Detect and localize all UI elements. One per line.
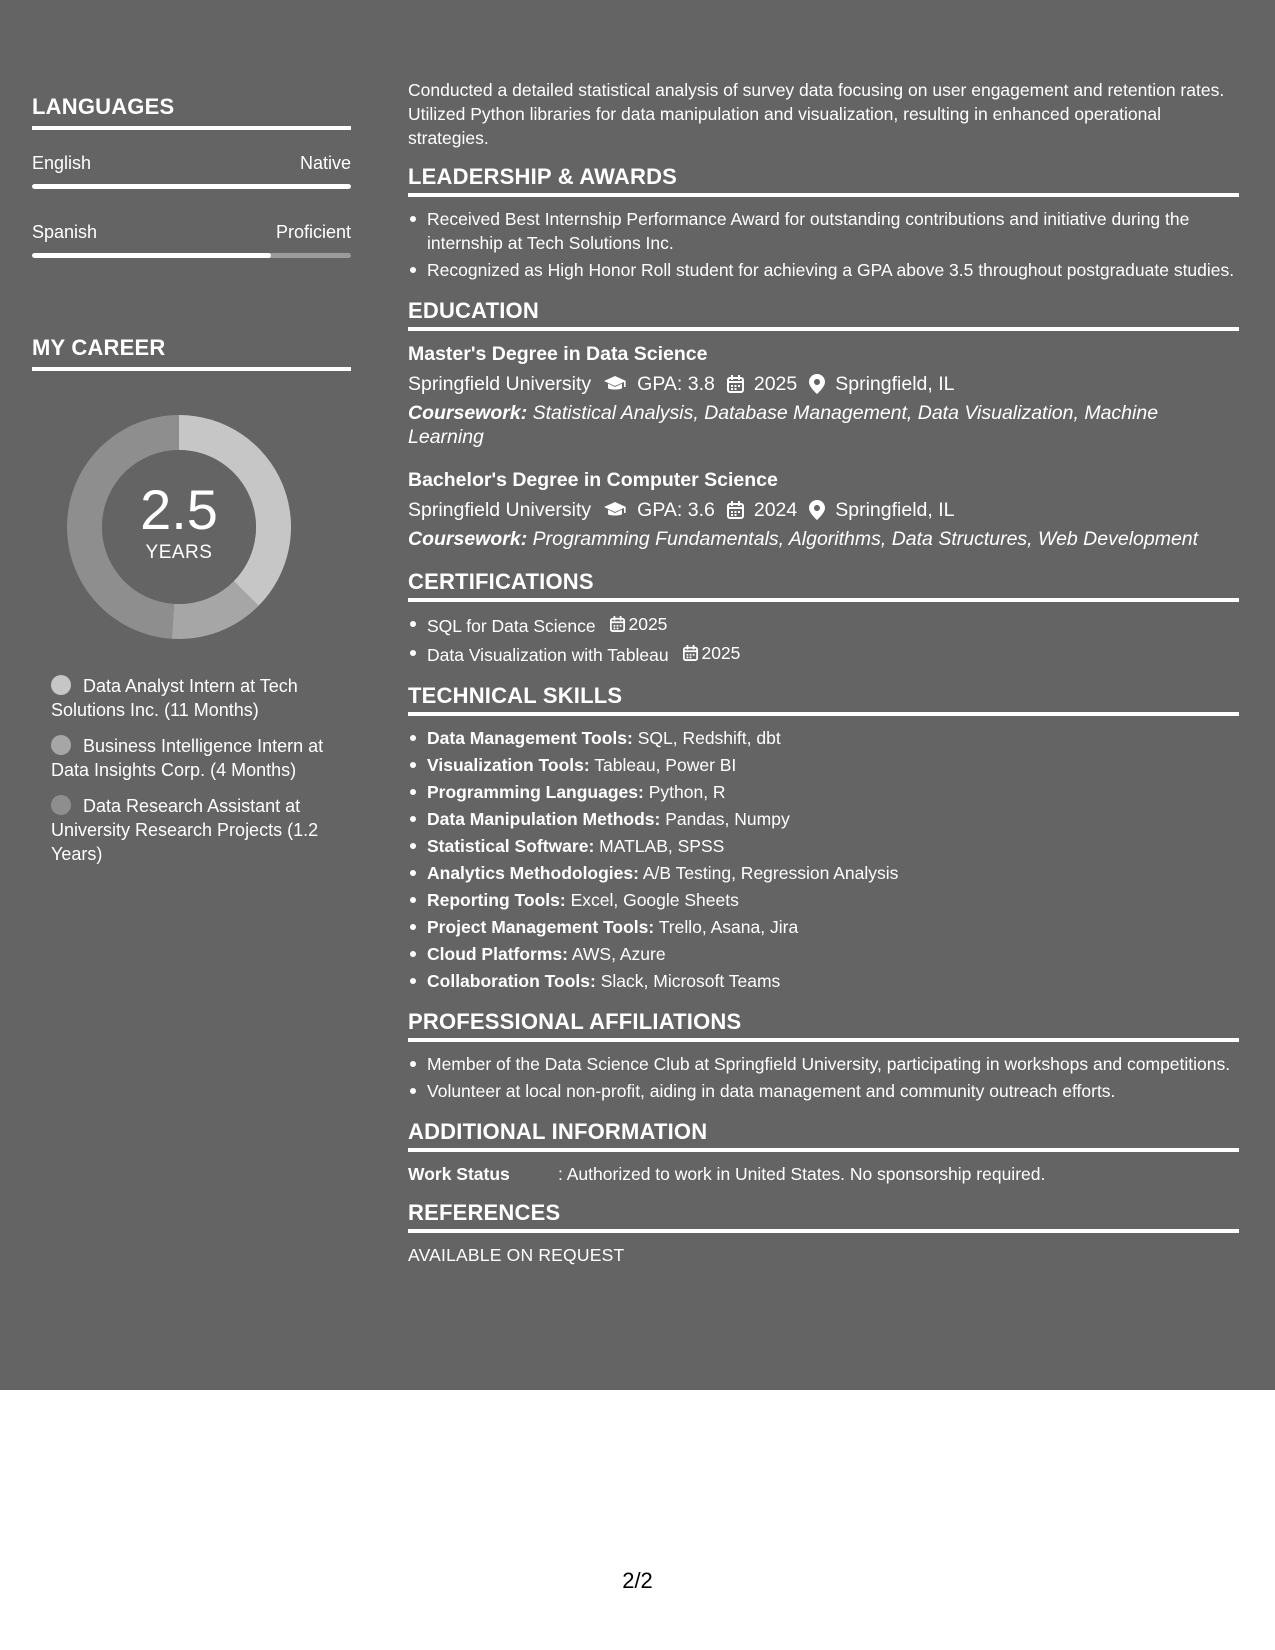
- language-row-english: [32, 153, 351, 174]
- career-item-label: Business Intelligence Intern at Data Insights Corp. (4 Months): [51, 736, 324, 780]
- work-status-row: [408, 1162, 1239, 1186]
- calendar-icon: [727, 375, 744, 393]
- list-item: Recognized as High Honor Roll student for achieving a GPA above 3.5 throughout postgraduate studies.: [408, 258, 1239, 282]
- gpa: GPA: 3.8: [637, 373, 715, 395]
- graduation-cap-icon: [603, 375, 627, 393]
- intro-paragraph: Conducted a detailed statistical analysis of survey data focusing on user engagement and retention rates. Utilized Python libraries for data manipulation and visualization, resulting in enhanced operational strategies.: [408, 80, 1225, 148]
- skill-label: Programming Languages:: [427, 782, 644, 802]
- language-name: Spanish: [32, 222, 98, 242]
- certification-year: 2025: [701, 643, 741, 663]
- skill-label: Reporting Tools:: [427, 890, 566, 910]
- page-number: 2/2: [622, 1568, 653, 1593]
- skill-value: Slack, Microsoft Teams: [600, 971, 781, 991]
- list-item: Volunteer at local non-profit, aiding in data management and community outreach efforts.: [408, 1079, 1239, 1103]
- skill-item: [408, 915, 1239, 939]
- certification-year: 2025: [628, 614, 668, 634]
- additional-info-heading: ADDITIONAL INFORMATION: [408, 1119, 1239, 1152]
- skill-value: MATLAB, SPSS: [599, 836, 725, 856]
- list-item: Received Best Internship Performance Award for outstanding contributions and initiative during the internship at Tech Solutions Inc.: [408, 207, 1239, 255]
- calendar-icon: [683, 645, 698, 661]
- main-content: [408, 78, 1239, 1267]
- skill-value: SQL, Redshift, dbt: [637, 728, 781, 748]
- affiliations-list: [408, 1052, 1239, 1103]
- career-total-value: 2.5: [140, 478, 218, 541]
- language-name: English: [32, 153, 92, 173]
- skill-item: [408, 807, 1239, 831]
- certifications-heading: CERTIFICATIONS: [408, 569, 1239, 602]
- legend-dot-icon: [51, 735, 71, 755]
- skill-label: Collaboration Tools:: [427, 971, 596, 991]
- skill-item: [408, 834, 1239, 858]
- career-legend: [51, 674, 341, 878]
- map-pin-icon: [809, 374, 825, 394]
- language-level: Native: [299, 153, 351, 173]
- coursework-list: Programming Fundamentals, Algorithms, Data Structures, Web Development: [532, 528, 1199, 550]
- work-status-value: : Authorized to work in United States. No sponsorship required.: [558, 1164, 1046, 1184]
- coursework-list: Statistical Analysis, Database Management, Data Visualization, Machine Learning: [408, 402, 1159, 448]
- school-name: Springfield University: [408, 499, 592, 521]
- skill-value: AWS, Azure: [571, 944, 666, 964]
- graduation-year: 2025: [753, 373, 798, 395]
- coursework-label: Coursework:: [408, 528, 528, 550]
- degree-title: Bachelor's Degree in Computer Science: [408, 469, 778, 491]
- degree-title: Master's Degree in Data Science: [408, 343, 708, 365]
- location: Springfield, IL: [835, 373, 955, 395]
- legend-dot-icon: [51, 675, 71, 695]
- skill-value: Pandas, Numpy: [665, 809, 790, 829]
- skill-item: [408, 780, 1239, 804]
- education-entry: [408, 341, 1239, 449]
- education-entry: [408, 467, 1239, 551]
- career-legend-item: [51, 674, 341, 722]
- skills-heading: TECHNICAL SKILLS: [408, 683, 1239, 716]
- language-bar-spanish: [32, 253, 351, 258]
- references-text: AVAILABLE ON REQUEST: [408, 1245, 625, 1265]
- skill-value: Trello, Asana, Jira: [658, 917, 799, 937]
- skill-item: [408, 969, 1239, 993]
- career-item-label: Data Analyst Intern at Tech Solutions Inc. (11 Months): [51, 676, 298, 720]
- skill-item: [408, 753, 1239, 777]
- skill-label: Statistical Software:: [427, 836, 595, 856]
- language-bar-fill: [32, 253, 271, 258]
- calendar-icon: [610, 616, 625, 632]
- legend-dot-icon: [51, 795, 71, 815]
- skill-value: Python, R: [648, 782, 726, 802]
- references-heading: REFERENCES: [408, 1200, 1239, 1233]
- career-total-unit: YEARS: [145, 542, 213, 563]
- language-bar-english: [32, 184, 351, 189]
- skill-label: Data Management Tools:: [427, 728, 633, 748]
- language-level: Proficient: [275, 222, 351, 242]
- certification-date: [610, 612, 667, 636]
- leadership-heading: LEADERSHIP & AWARDS: [408, 164, 1239, 197]
- skills-list: [408, 726, 1239, 993]
- certification-item: [408, 612, 1239, 638]
- languages-heading: LANGUAGES: [32, 94, 351, 130]
- skill-label: Analytics Methodologies:: [427, 863, 639, 883]
- language-bar-fill: [32, 184, 351, 189]
- work-status-label: Work Status: [408, 1164, 510, 1184]
- education-meta: [408, 371, 1239, 397]
- career-item-label: Data Research Assistant at University Research Projects (1.2 Years): [51, 796, 319, 864]
- location: Springfield, IL: [835, 499, 955, 521]
- certification-name: SQL for Data Science: [427, 616, 596, 636]
- certification-name: Data Visualization with Tableau: [427, 645, 669, 665]
- skill-label: Data Manipulation Methods:: [427, 809, 661, 829]
- coursework: [408, 527, 1239, 551]
- education-meta: [408, 497, 1239, 523]
- skill-item: [408, 726, 1239, 750]
- calendar-icon: [727, 501, 744, 519]
- gpa: GPA: 3.6: [637, 499, 715, 521]
- skill-item: [408, 861, 1239, 885]
- career-legend-item: [51, 734, 341, 782]
- career-donut-chart: [67, 415, 291, 639]
- education-heading: EDUCATION: [408, 298, 1239, 331]
- map-pin-icon: [809, 500, 825, 520]
- career-donut-center: [67, 415, 291, 639]
- skill-item: [408, 942, 1239, 966]
- certifications-list: [408, 612, 1239, 667]
- skill-value: Tableau, Power BI: [594, 755, 737, 775]
- career-heading: MY CAREER: [32, 335, 351, 371]
- graduation-year: 2024: [753, 499, 798, 521]
- certification-date: [683, 641, 740, 665]
- career-legend-item: [51, 794, 341, 866]
- coursework: [408, 401, 1239, 449]
- graduation-cap-icon: [603, 501, 627, 519]
- leadership-list: [408, 207, 1239, 282]
- skill-label: Visualization Tools:: [427, 755, 590, 775]
- coursework-label: Coursework:: [408, 402, 528, 424]
- certification-item: [408, 641, 1239, 667]
- skill-label: Project Management Tools:: [427, 917, 655, 937]
- skill-value: Excel, Google Sheets: [570, 890, 739, 910]
- list-item: Member of the Data Science Club at Springfield University, participating in workshops and competitions.: [408, 1052, 1239, 1076]
- skill-label: Cloud Platforms:: [427, 944, 568, 964]
- school-name: Springfield University: [408, 373, 592, 395]
- skill-item: [408, 888, 1239, 912]
- affiliations-heading: PROFESSIONAL AFFILIATIONS: [408, 1009, 1239, 1042]
- language-row-spanish: [32, 222, 351, 243]
- skill-value: A/B Testing, Regression Analysis: [642, 863, 899, 883]
